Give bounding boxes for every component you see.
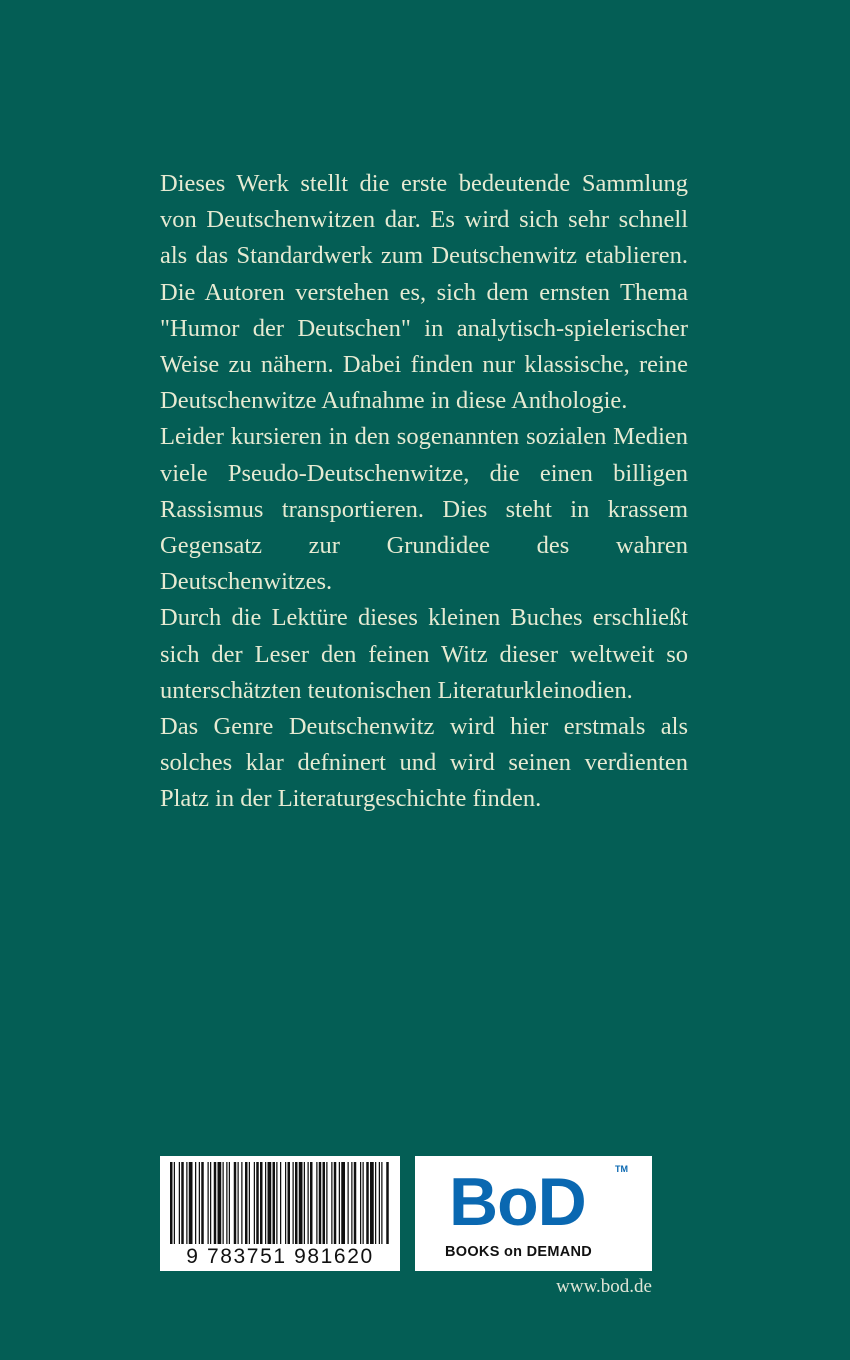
barcode-bar [249, 1162, 250, 1244]
barcode-bar [174, 1162, 175, 1244]
barcode-bar [218, 1162, 222, 1244]
barcode-bar [331, 1162, 332, 1244]
barcode-bar [360, 1162, 361, 1244]
barcode-bar [280, 1162, 281, 1244]
barcode-bar [265, 1162, 266, 1244]
barcode-bar [375, 1162, 376, 1244]
barcode-bar [273, 1162, 276, 1244]
barcode-bar [319, 1162, 322, 1244]
barcode-bar [186, 1162, 187, 1244]
isbn-barcode [160, 1156, 400, 1271]
barcode-bar [351, 1162, 352, 1244]
barcode-bars [168, 1162, 392, 1244]
back-cover-blurb [160, 166, 688, 818]
blurb-paragraph-4: Das Genre Deutschenwitz wird hier erstmals als solches klar defninert und wird seinen verdienten Platz in der Literaturgeschichte finden. [160, 713, 688, 813]
barcode-bar [326, 1162, 327, 1244]
barcode-bar [370, 1162, 374, 1244]
barcode-bar [201, 1162, 204, 1244]
blurb-paragraph-2: Leider kursieren in den sogenannten sozialen Medien viele Pseudo-Deutschenwitze, die einen billigen Rassismus transportieren. Dies steht in krassem Gegensatz zur Grundidee des wahren Deutschenwitzes. [160, 423, 688, 596]
publisher-url: www.bod.de [556, 1276, 652, 1297]
barcode-bar [234, 1162, 237, 1244]
barcode-bar [223, 1162, 224, 1244]
barcode-bar [179, 1162, 180, 1244]
trademark-mark: TM [615, 1164, 628, 1174]
publisher-tagline: BOOKS on DEMAND [445, 1244, 593, 1260]
barcode-bar [381, 1162, 382, 1244]
blurb-paragraph-1: Dieses Werk stellt die erste bedeutende Sammlung von Deutschenwitzen dar. Es wird sich sehr schnell als das Standardwerk zum Deutschenwitz etablieren. Die Autoren verstehen es, sich dem ernsten Thema "Humor der Deutschen" in analytisch-spielerischer Weise zu nähern. Dabei finden nur klassische, reine Deutschenwitze Aufnahme in diese Anthologie. [160, 170, 688, 415]
barcode-bar [199, 1162, 200, 1244]
barcode-bar [316, 1162, 317, 1244]
barcode-bar [245, 1162, 248, 1244]
barcode-bar [241, 1162, 242, 1244]
barcode-bar [366, 1162, 369, 1244]
barcode-bar [308, 1162, 309, 1244]
barcode-bar [229, 1162, 230, 1244]
barcode-bar [348, 1162, 349, 1244]
barcode-bar [299, 1162, 303, 1244]
blurb-paragraph-3: Durch die Lektüre dieses kleinen Buches erschließt sich der Leser den feinen Witz dieser weltweit so unterschätzten teutonischen Literaturkleinodien. [160, 604, 688, 704]
barcode-bar [334, 1162, 337, 1244]
barcode-bar [208, 1162, 209, 1244]
barcode-bar [238, 1162, 239, 1244]
barcode-bar [293, 1162, 294, 1244]
barcode-bar [214, 1162, 217, 1244]
barcode-bar [288, 1162, 291, 1244]
barcode-bar [195, 1162, 196, 1244]
barcode-bar [341, 1162, 345, 1244]
barcode-bar [260, 1162, 263, 1244]
isbn-number: 9 783751 981620 [186, 1245, 374, 1268]
barcode-bar [304, 1162, 305, 1244]
barcode-bar [354, 1162, 357, 1244]
barcode-bar [339, 1162, 340, 1244]
barcode-bar [181, 1162, 184, 1244]
barcode-bar [379, 1162, 380, 1244]
barcode-bar [210, 1162, 211, 1244]
barcode-bar [254, 1162, 255, 1244]
barcode-bar [170, 1162, 173, 1244]
barcode-bar [256, 1162, 259, 1244]
barcode-bar [285, 1162, 286, 1244]
barcode-bar [189, 1162, 193, 1244]
barcode-bar [363, 1162, 364, 1244]
barcode-bar [226, 1162, 227, 1244]
barcode-bar [323, 1162, 326, 1244]
barcode-bar [295, 1162, 298, 1244]
barcode-bar [310, 1162, 313, 1244]
bod-logo: BoD [449, 1164, 586, 1240]
publisher-logo-box [415, 1156, 652, 1271]
barcode-bar [386, 1162, 389, 1244]
barcode-bar [268, 1162, 272, 1244]
barcode-bar [276, 1162, 277, 1244]
